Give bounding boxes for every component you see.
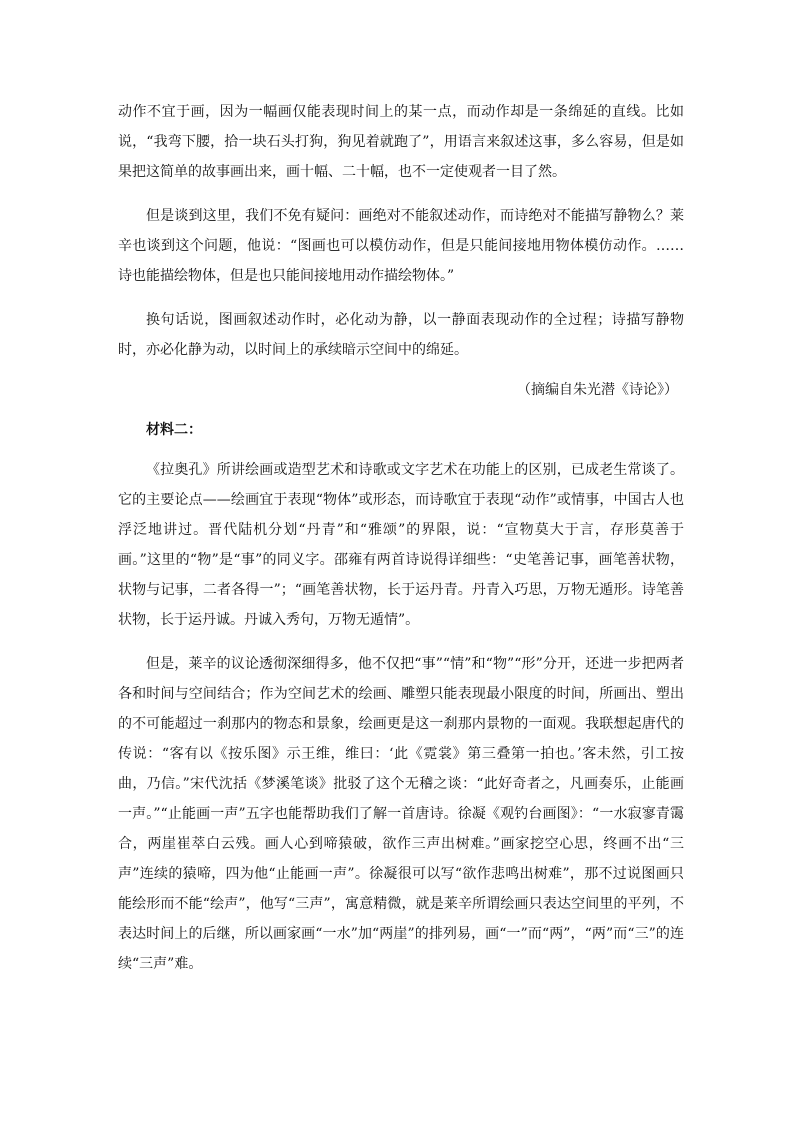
paragraph-1: 动作不宜于画，因为一幅画仅能表现时间上的某一点，而动作却是一条绵延的直线。比如说，“我弯下腰，拾一块石头打狗，狗见着就跑了”，用语言来叙述这事，多么容易，但是如果把这简单的故事画出来，画十幅、二十幅，也不一定使观者一目了然。: [118, 104, 684, 180]
paragraph-4: 《拉奥孔》所讲绘画或造型艺术和诗歌或文字艺术在功能上的区别，已成老生常谈了。它的主要论点——绘画宜于表现“物体”或形态，而诗歌宜于表现“动作”或情事，中国古人也浮泛地讲过。晋代陆机分划“丹青”和“雅颂”的界限，说：“宣物莫大于言，存形莫善于画。”这里的“物”是“事”的同义字。邵雍有两首诗说得详细些：“史笔善记事，画笔善状物，状物与记事，二者各得一”；“画笔善状物，长于运丹青。丹青入巧思，万物无遁形。诗笔善状物，长于运丹诚。丹诚入秀句，万物无遁情”。: [118, 462, 684, 628]
paragraph-5: 但是，莱辛的议论透彻深细得多，他不仅把“事”“情”和“物”“形”分开，还进一步把两者各和时间与空间结合；作为空间艺术的绘画、雕塑只能表现最小限度的时间，所画出、塑出的不可能超过一刹那内的物态和景象，绘画更是这一刹那内景物的一面观。我联想起唐代的传说：“客有以《按乐图》示王维，维曰：‘此《霓裳》第三叠第一拍也。’客未然，引工按曲，乃信。”宋代沈括《梦溪笔谈》批驳了这个无稽之谈：“此好奇者之，凡画奏乐，止能画一声。”“止能画一声”五字也能帮助我们了解一首唐诗。徐凝《观钓台画图》：“一水寂寥青霭合，两崖崔萃白云残。画人心到啼猿破，欲作三声出树难。”画家挖空心思，终画不出“三声”连续的猿啼，四为他“止能画一声”。徐凝很可以写“欲作悲鸣出树难”，那不过说图画只能绘形而不能“绘声”，他写“三声”，寓意精微，就是莱辛所谓绘画只表达空间里的平列，不表达时间上的后继，所以画家画“一水”加“两崖”的排列易，画“一”而“两”，“两”而“三”的连续“三声”难。: [118, 656, 684, 972]
source-citation: （摘编自朱光潜《诗论》）: [517, 382, 678, 398]
paragraph-2: 但是谈到这里，我们不免有疑问：画绝对不能叙述动作，而诗绝对不能描写静物么？莱辛也谈到这个问题，他说：“图画也可以模仿动作，但是只能间接地用物体模仿动作。……诗也能描绘物体，但是也只能间接地用动作描绘物体。”: [118, 208, 684, 284]
document-body: [118, 97, 684, 979]
section-heading: 材料二：: [146, 422, 202, 438]
paragraph-3: 换句话说，图画叙述动作时，必化动为静，以一静面表现动作的全过程；诗描写静物时，亦必化静为动，以时间上的承续暗示空间中的绵延。: [118, 312, 684, 358]
